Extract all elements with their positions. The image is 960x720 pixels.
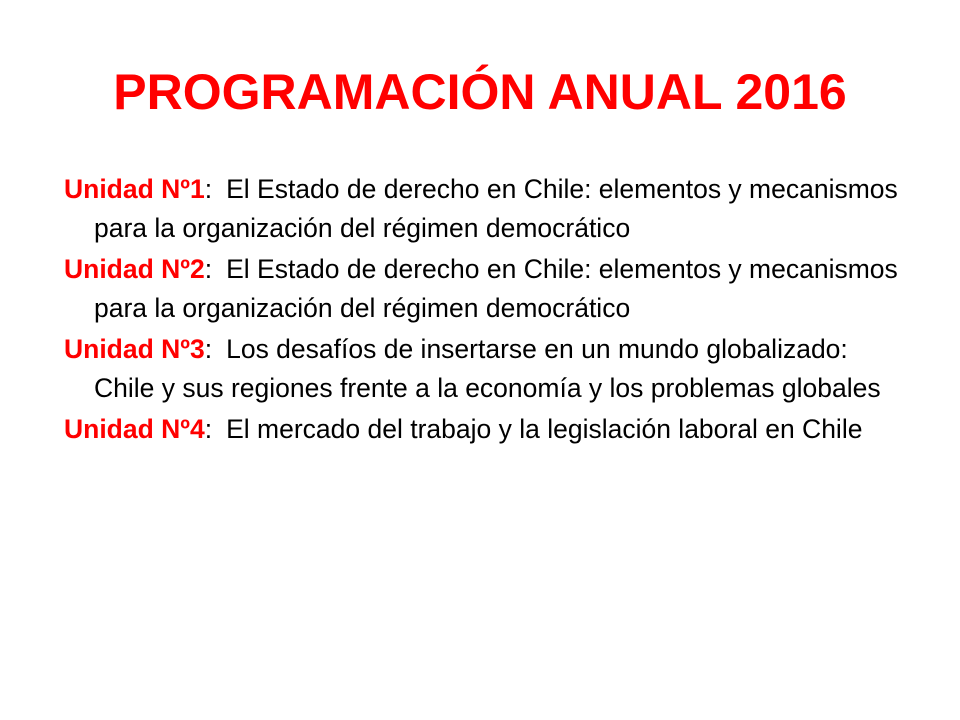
unit-label: Unidad Nº2 <box>64 254 205 284</box>
unit-separator: : <box>204 174 213 204</box>
slide-title: PROGRAMACIÓN ANUAL 2016 <box>113 64 847 120</box>
unit-description: El Estado de derecho en Chile: elementos y mecanismos para la organización del régimen democrático <box>94 254 898 323</box>
unit-description: El Estado de derecho en Chile: elementos y mecanismos para la organización del régimen democrático <box>94 174 898 243</box>
unit-separator: : <box>204 334 213 364</box>
unit-item-2 <box>64 250 900 328</box>
unit-label: Unidad Nº4 <box>64 414 205 444</box>
unit-item-3 <box>64 330 900 408</box>
unit-label: Unidad Nº1 <box>64 174 205 204</box>
unit-separator: : <box>204 414 213 444</box>
unit-item-4 <box>64 410 900 449</box>
unit-separator: : <box>204 254 213 284</box>
unit-list <box>64 170 900 451</box>
unit-description: Los desafíos de insertarse en un mundo globalizado: Chile y sus regiones frente a la economía y los problemas globales <box>94 334 881 403</box>
unit-description: El mercado del trabajo y la legislación laboral en Chile <box>226 414 863 444</box>
unit-label: Unidad Nº3 <box>64 334 205 364</box>
unit-item-1 <box>64 170 900 248</box>
